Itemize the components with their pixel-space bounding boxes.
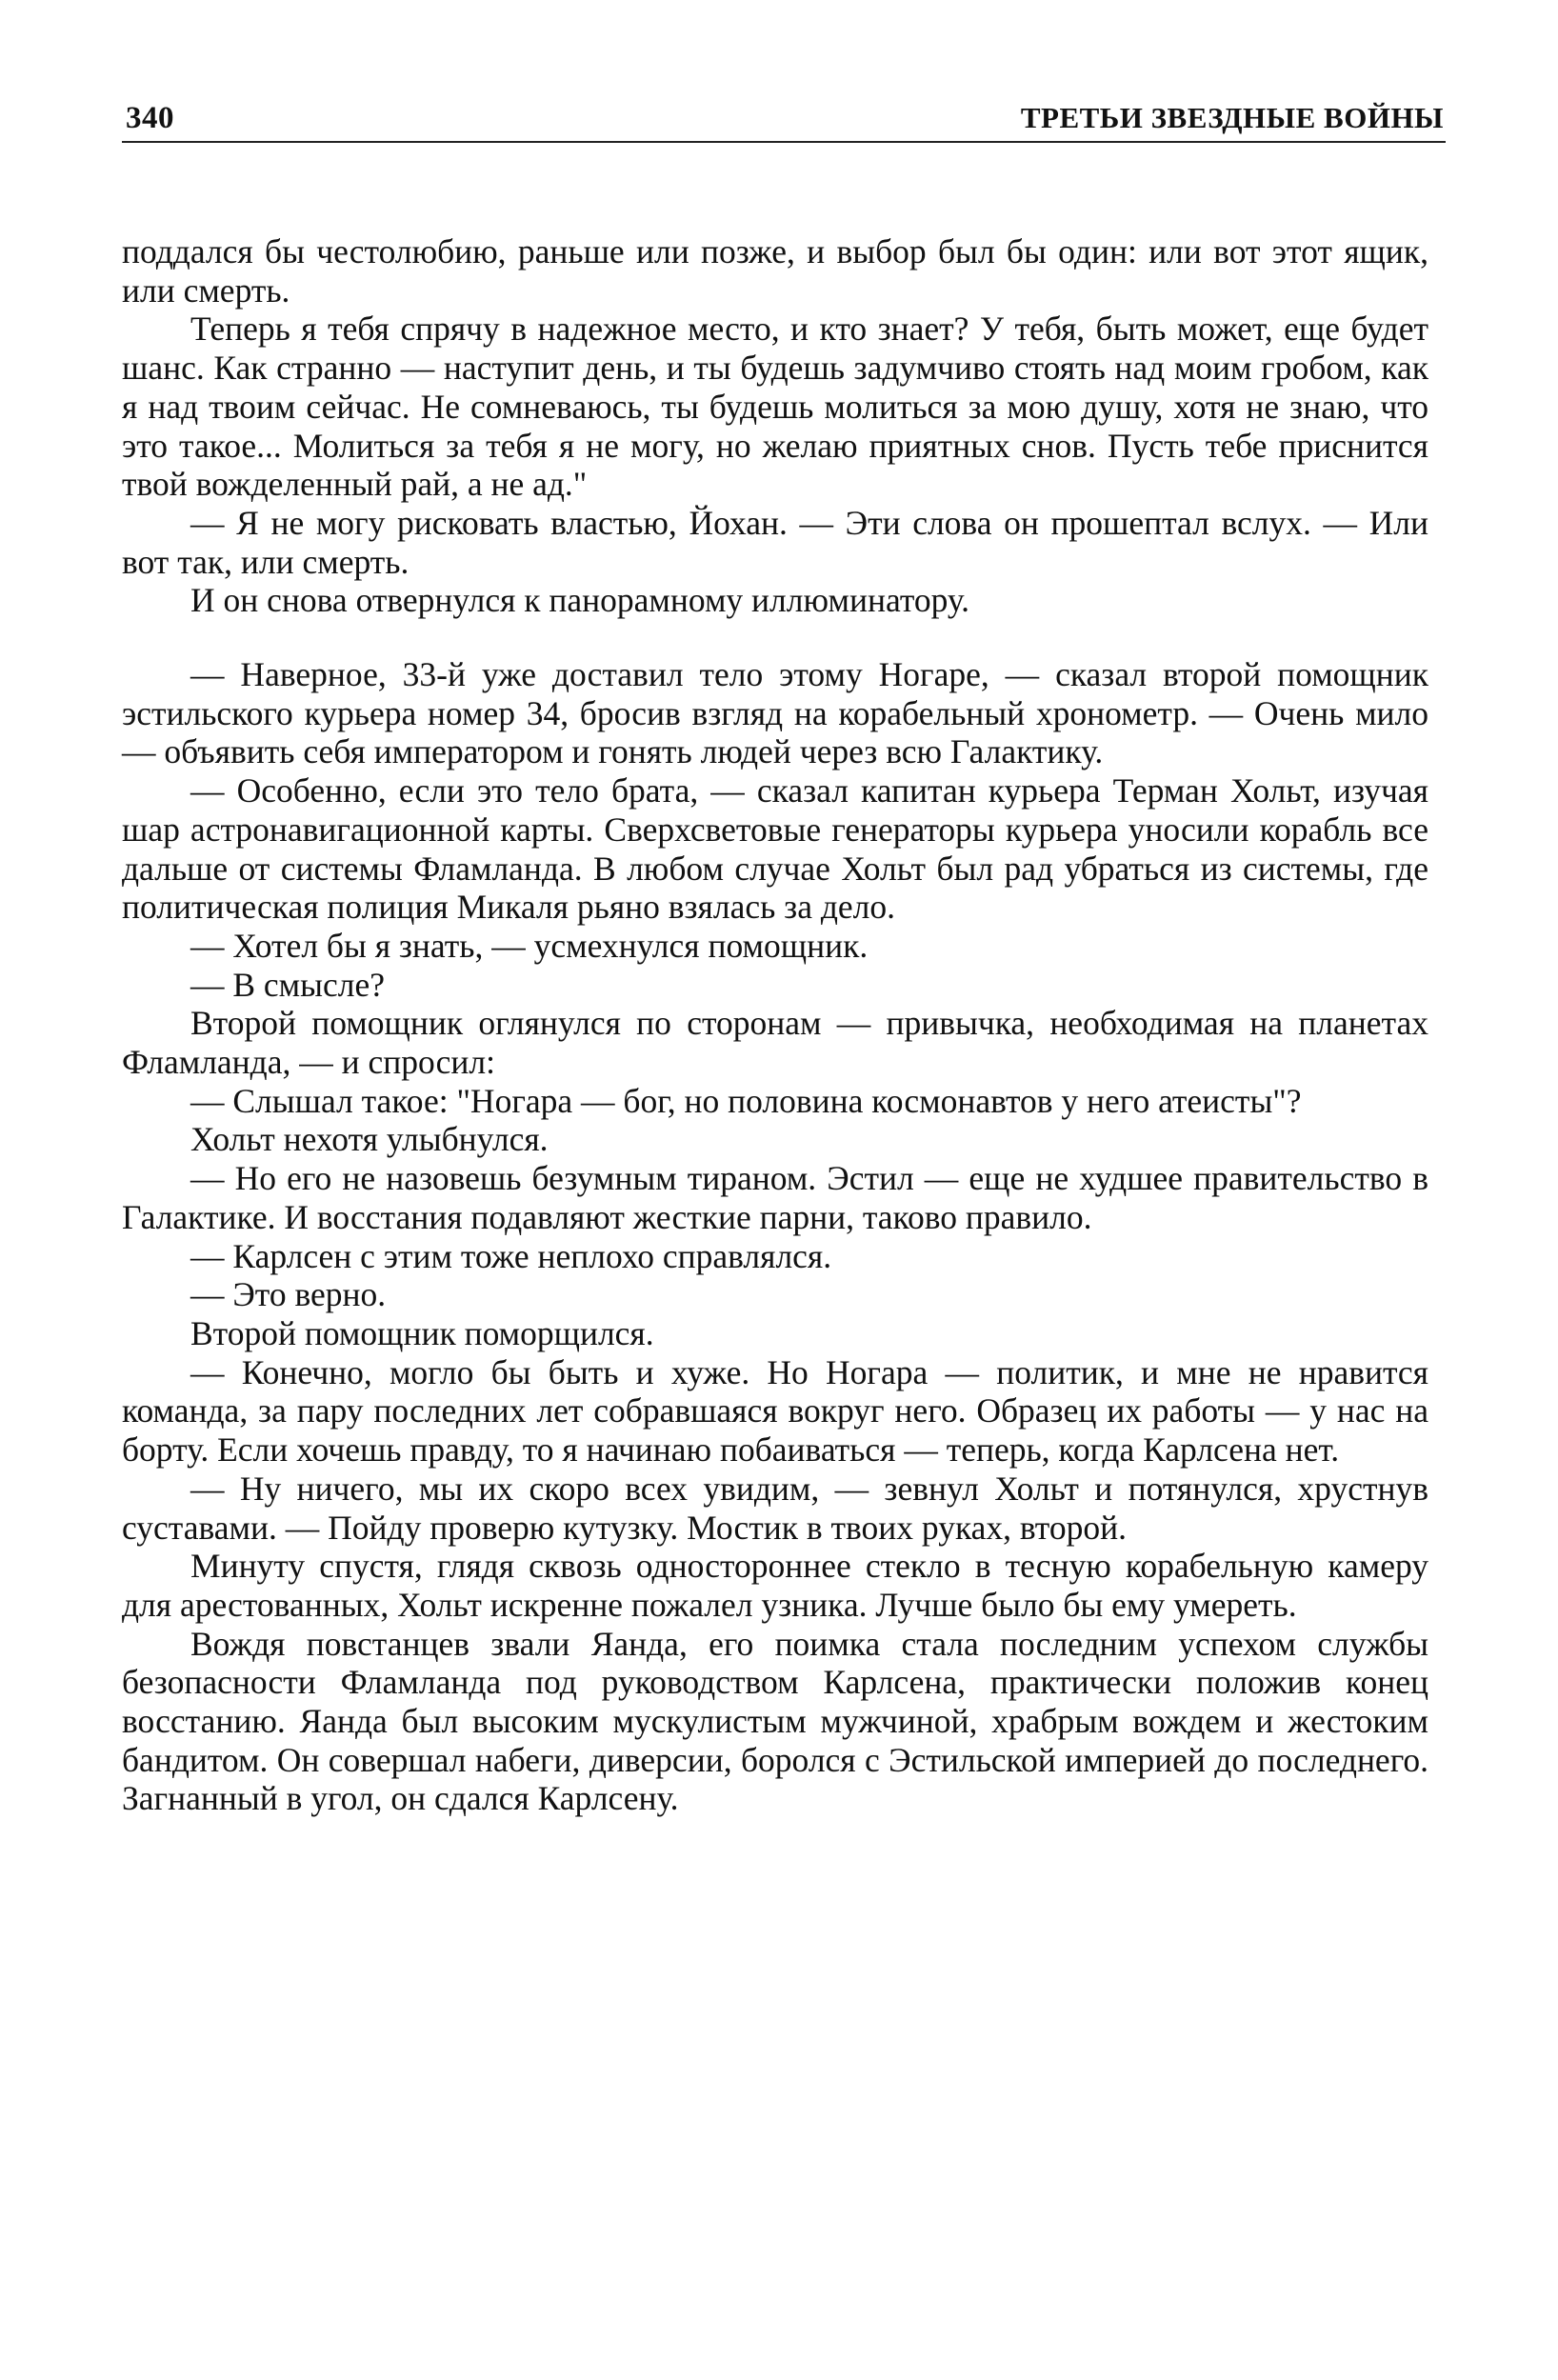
paragraph: — Слышал такое: "Ногара — бог, но половина космонавтов у него атеисты"?: [190, 1081, 1302, 1120]
paragraph: — Это верно.: [190, 1275, 387, 1314]
paragraph: — В смысле?: [190, 965, 385, 1004]
paragraph: — Конечно, могло бы быть и хуже. Но Ногара — политик, и мне не нравится команда, за пару последних лет собравшаяся вокруг него. Образец их работы — у нас на борту. Если хочешь правду, то я начинаю побаиваться — теперь, когда Карлсена нет.: [122, 1352, 1428, 1470]
paragraph: Вождя повстанцев звали Яанда, его поимка стала последним успехом службы безопасности Фламланда под руководством Карлсена, практически положив конец восстанию. Яанда был высоким мускулистым мужчиной, храбрым вождем и жестоким бандитом. Он совершал набеги, диверсии, боролся с Эстильской империей до последнего. Загнанный в угол, он сдался Карлсену.: [122, 1624, 1428, 1818]
running-title: ТРЕТЬИ ЗВЕЗДНЫЕ ВОЙНЫ: [1020, 101, 1444, 134]
paragraph: Хольт нехотя улыбнулся.: [190, 1120, 549, 1159]
paragraph: — Особенно, если это тело брата, — сказал капитан курьера Терман Хольт, изучая шар астронавигационной карты. Сверхсветовые генераторы курьера уносили корабль все дальше от системы Фламланда. В любом случае Хольт был рад убраться из системы, где политическая полиция Микаля рьяно взялась за дело.: [122, 771, 1428, 927]
paragraph: И он снова отвернулся к панорамному иллюминатору.: [190, 581, 969, 620]
paragraph: Второй помощник поморщился.: [190, 1313, 654, 1352]
paragraph: — Хотел бы я знать, — усмехнулся помощник.: [190, 926, 869, 965]
page-number: 340: [126, 101, 174, 135]
paragraph: — Но его не назовешь безумным тираном. Эстил — еще не худшее правительство в Галактике. И восстания подавляют жесткие парни, таково правило.: [122, 1159, 1428, 1236]
paragraph: Минуту спустя, глядя сквозь одностороннее стекло в тесную корабельную камеру для арестованных, Хольт искренне пожалел узника. Лучше было бы ему умереть.: [122, 1547, 1428, 1624]
body-text: [122, 232, 1428, 1818]
section-break: [122, 620, 1428, 655]
paragraph: — Наверное, 33-й уже доставил тело этому Ногаре, — сказал второй помощник эстильского курьера номер 34, бросив взгляд на корабельный хронометр. — Очень мило — объявить себя императором и гонять людей через всю Галактику.: [122, 655, 1428, 771]
paragraph: Второй помощник оглянулся по сторонам — привычка, необходимая на планетах Фламланда, — и спросил:: [122, 1004, 1428, 1082]
paragraph: — Ну ничего, мы их скоро всех увидим, — зевнул Хольт и потянулся, хрустнув суставами. — Пойду проверю кутузку. Мостик в твоих руках, второй.: [122, 1469, 1428, 1547]
paragraph: — Карлсен с этим тоже неплохо справлялся.: [190, 1236, 832, 1275]
paragraph: — Я не могу рисковать властью, Йохан. — Эти слова он прошептал вслух. — Или вот так, или смерть.: [122, 503, 1428, 581]
page-header: [122, 99, 1446, 143]
paragraph: Теперь я тебя спрячу в надежное место, и кто знает? У тебя, быть может, еще будет шанс. Как странно — наступит день, и ты будешь задумчиво стоять над моим гробом, как я над твоим сейчас. Не сомневаюсь, ты будешь молиться за мою душу, хотя не знаю, что это такое... Молиться за тебя я не могу, но желаю приятных снов. Пусть тебе приснится твой вожделенный рай, а не ад.": [122, 310, 1428, 504]
paragraph: поддался бы честолюбию, раньше или позже, и выбор был бы один: или вот этот ящик, или смерть.: [122, 232, 1428, 310]
